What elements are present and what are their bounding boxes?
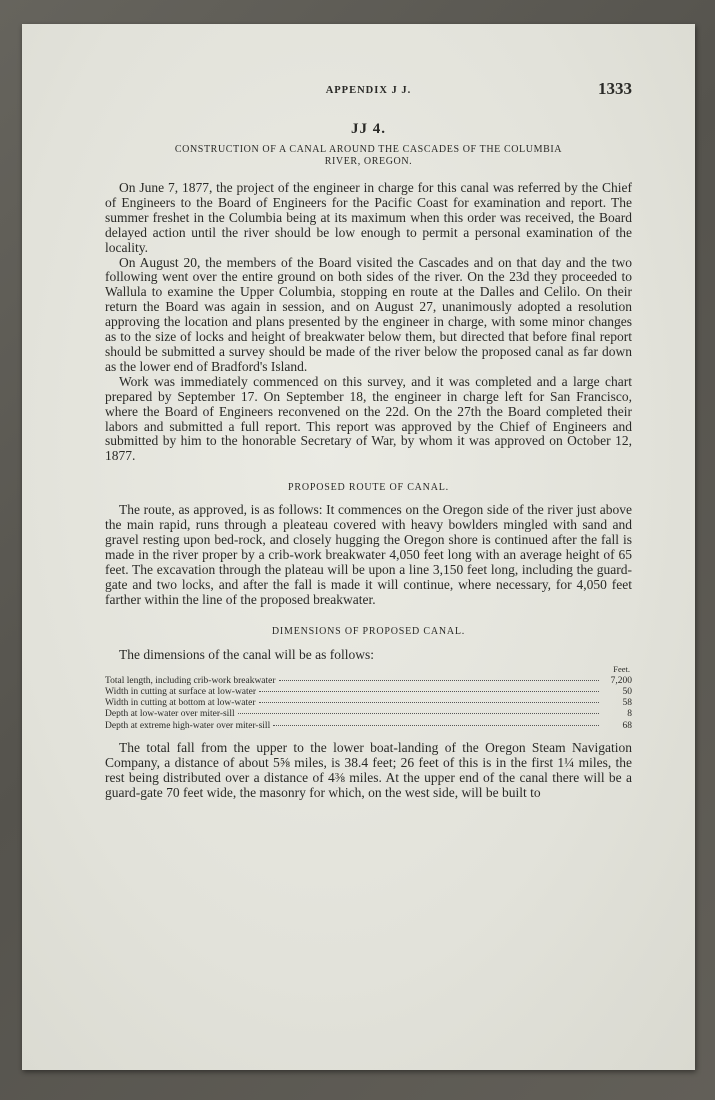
dimension-label: Width in cutting at surface at low-water [105, 686, 257, 697]
route-heading: PROPOSED ROUTE OF CANAL. [288, 482, 449, 494]
running-title: APPENDIX J J. [325, 85, 412, 96]
closing-paragraph: The total fall from the upper to the lower boat-landing of the Oregon Steam Navigation Company, a distance of about 5⅝ miles, is 38.4 feet; 26 feet of this is in the first 1¼ miles, the rest being distributed over a distance of 4⅜ miles. At the upper end of the canal there will be a guard-gate 70 feet wide, the masonry for which, on the west side, will be built to [105, 740, 632, 800]
dimension-row [105, 721, 632, 732]
dimension-label: Total length, including crib-work breakwater [105, 675, 276, 686]
route-paragraph: The route, as approved, is as follows: It commences on the Oregon side of the river just above the main rapid, runs through a pleateau covered with heavy bowlders mingled with sand and gravel resting upon bed-rock, and closely hugging the Oregon shore is continued after the fall is made in the river proper by a crib-work breakwater 4,050 feet long with an average height of 65 feet. The excavation through the plateau will be upon a line 3,150 feet long, including the guard-gate and two locks, and after the fall is made it will continue, where necessary, for 4,050 feet farther within the line of the proposed breakwater. [105, 502, 632, 607]
document-page [22, 24, 695, 1070]
closing-block [105, 741, 632, 801]
section-id: JJ 4. [351, 121, 386, 137]
dot-leader [259, 702, 599, 703]
section-title-line-1: CONSTRUCTION OF A CANAL AROUND THE CASCADES OF THE COLUMBIA [174, 144, 563, 155]
dimension-row [105, 709, 632, 720]
dimension-label: Depth at low-water over miter-sill [105, 709, 235, 720]
section-title [105, 144, 632, 168]
dimension-label: Width in cutting at bottom at low-water [105, 698, 256, 709]
running-head [105, 79, 632, 107]
dimension-value: 50 [622, 686, 632, 697]
dimension-value: 7,200 [610, 675, 632, 686]
dot-leader [279, 680, 599, 681]
dimension-row [105, 698, 632, 709]
dot-leader [273, 725, 599, 726]
paragraph-1: On June 7, 1877, the project of the engineer in charge for this canal was referred by the Chief of Engineers to the Board of Engineers for the Pacific Coast for examination and report. The summer freshet in the Columbia being at its maximum when this order was received, the Board delayed action until the river should be low enough to permit a personal examination of the locality. [105, 180, 632, 255]
dimension-value: 8 [627, 709, 632, 720]
dimension-label: Depth at extreme high-water over miter-sill [105, 720, 271, 731]
dimension-row [105, 676, 632, 687]
intro-paragraphs [105, 181, 632, 464]
dimension-row [105, 687, 632, 698]
paragraph-2: On August 20, the members of the Board visited the Cascades and on that day and the two following went over the entire ground on both sides of the river. On the 23d they proceeded to Wallula to examine the Upper Columbia, stopping en route at the Dalles and Celilo. On their return the Board was again in session, and on August 27, unanimously adopted a resolution approving the location and plans presented by the engineer in charge, with some minor changes as to the size of locks and height of breakwater below them, but directed that before final report should be submitted a survey should be made of the river below the proposed canal as far down as the lower end of Bradford's Island. [105, 254, 632, 374]
dimensions-table [105, 664, 632, 732]
dot-leader [238, 713, 599, 714]
page-number: 1333 [598, 79, 632, 98]
page-content [105, 79, 632, 801]
dimensions-heading: DIMENSIONS OF PROPOSED CANAL. [271, 625, 466, 637]
dimension-value: 68 [622, 720, 632, 731]
dimensions-intro: The dimensions of the canal will be as follows: [119, 646, 374, 662]
paragraph-3: Work was immediately commenced on this survey, and it was completed and a large chart prepared by September 17. On September 18, the engineer in charge left for San Francisco, where the Board of Engineers reconvened on the 22d. On the 27th the Board completed their labors and submitted a full report. This report was approved by the Chief of Engineers and submitted by him to the honorable Secretary of War, by whom it was approved on October 12, 1877. [105, 373, 632, 464]
unit-header: Feet. [613, 663, 630, 674]
section-title-line-2: RIVER, OREGON. [324, 156, 413, 167]
dimension-value: 58 [622, 698, 632, 709]
dot-leader [259, 691, 599, 692]
